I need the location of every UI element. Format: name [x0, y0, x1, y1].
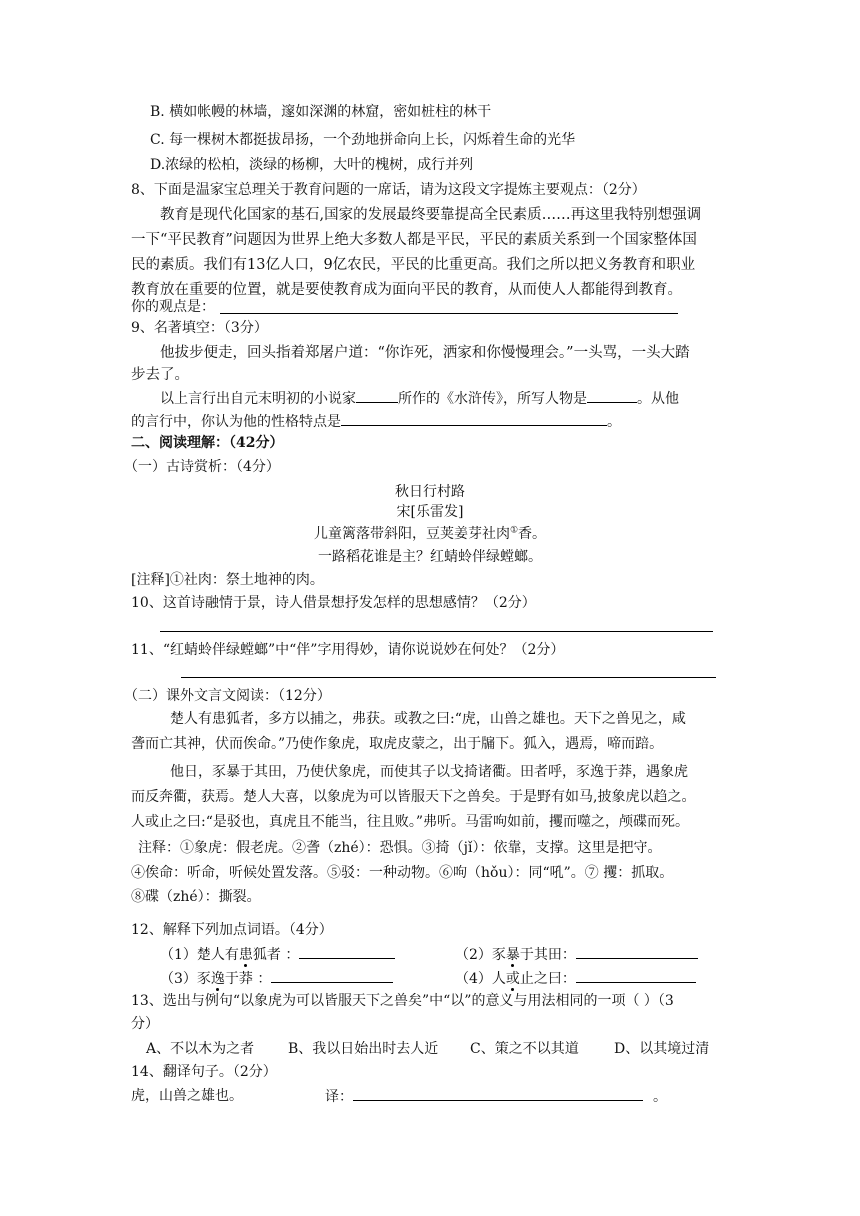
classical-text-line-1: 楚人有患狐者，多方以捕之，弗获。或教之曰:“虎，山兽之雄也。天下之兽见之，咸 — [170, 711, 686, 727]
q13-option-d[interactable]: D、以其境过清 — [614, 1041, 710, 1057]
classical-notes-line-2: ④俟命：听命，听候处置发落。⑤驳：一种动物。⑥呴（hǒu）：同“吼”。⑦ 攫：抓取。 — [131, 865, 674, 881]
q14-translate-line — [325, 1086, 667, 1107]
poem-author: 宋[乐雷发] — [396, 504, 464, 520]
q12-item-1-a: （1）楚人有 — [160, 947, 239, 963]
q13-option-a[interactable]: A、不以木为之者 — [146, 1041, 255, 1057]
q10-question: 10、这首诗融情于景，诗人借景想抒发怎样的思想感情？（2分） — [131, 595, 536, 611]
classical-text-line-4: 而反奔衢，获焉。楚人大喜，以象虎为可以皆服天下之兽矣。于是野有如马,披象虎以趋之。 — [131, 789, 696, 805]
poem-title: 秋日行村路 — [395, 484, 465, 500]
q7-option-b: B. 横如帐幔的林墙，邃如深渊的林窟，密如桩柱的林干 — [150, 104, 492, 120]
q12-item-2 — [455, 944, 698, 965]
q12-item-3-b: 于莽 ： — [224, 971, 272, 987]
q11-answer-line[interactable] — [181, 677, 716, 678]
q9-blank-traits[interactable] — [341, 411, 607, 426]
q8-passage-line-2: 一下“平民教育”问题因为世界上绝大多数人都是平民，平民的素质关系到一个国家整体国 — [131, 232, 697, 248]
classical-text-line-5: 人或止之曰:“是驳也，真虎且不能当，往且败。”弗听。马雷呴如前，攫而噬之，颅碟而死。 — [131, 814, 690, 830]
q13-question-cont: 分） — [131, 1016, 159, 1032]
q13-option-b[interactable]: B、我以日始出时去人近 — [288, 1041, 439, 1057]
q8-passage-line-3: 民的素质。我们有13亿人口，9亿农民，平民的比重更高。我们之所以把义务教育和职业 — [131, 257, 696, 273]
q12-item-4-a: （4）人 — [455, 971, 506, 987]
classical-part-title: （二）课外文言文阅读：（12分） — [124, 688, 331, 704]
q9-fill-line-2 — [131, 411, 621, 432]
q9-blank-character[interactable] — [587, 388, 637, 403]
q9-quote-line-1: 他拔步便走，回头指着郑屠户道：“你诈死，洒家和你慢慢理会。”一头骂，一头大踏 — [160, 345, 690, 361]
q12-item-4 — [455, 968, 696, 989]
q12-item-2-dot-word: 暴 — [505, 947, 520, 963]
section2-title: 二、阅读理解：（42分） — [131, 435, 284, 451]
classical-notes-line-3: ⑧碟（zhé）：撕裂。 — [131, 889, 261, 905]
q8-answer-label: 你的观点是： — [131, 299, 215, 315]
q12-item-3 — [160, 968, 393, 989]
q9-fill-text-c: 。从他 — [637, 391, 679, 407]
q9-question: 9、名著填空：（3分） — [131, 320, 268, 336]
q14-question: 14、翻译句子。（2分） — [131, 1064, 277, 1080]
q9-fill-line-1 — [160, 388, 679, 409]
q7-option-d: D.浓绿的松柏，淡绿的杨柳，大叶的槐树，成行并列 — [150, 157, 474, 173]
classical-text-line-2: 詟而亡其神，伏而俟命。”乃使作象虎，取虎皮蒙之，出于牖下。狐入，遇焉，啼而踣。 — [131, 736, 664, 752]
q8-passage-line-4: 教育放在重要的位置，就是要使教育成为面向平民的教育，从而使人人都能得到教育。 — [131, 282, 682, 298]
q12-item-4-dot-word: 或 — [505, 971, 520, 987]
q12-item-3-blank[interactable] — [271, 968, 393, 983]
q10-answer-line[interactable] — [160, 631, 713, 632]
q13-option-c[interactable]: C、策之不以其道 — [470, 1041, 579, 1057]
poem-line-2: 一路稻花谁是主？红蜻蛉伴绿螳螂。 — [318, 549, 542, 565]
q8-answer-line[interactable] — [220, 313, 678, 314]
q14-translate-blank[interactable] — [353, 1086, 643, 1101]
q13-question: 13、选出与例句“以象虎为可以皆服天下之兽矣”中“以”的意义与用法相同的一项（ ）（3 — [131, 993, 674, 1009]
q12-question: 12、解释下列加点词语。（4分） — [131, 922, 333, 938]
q11-question: 11、“红蜻蛉伴绿螳螂”中“伴”字用得妙，请你说说妙在何处？（2分） — [131, 642, 565, 658]
q9-blank-author[interactable] — [356, 388, 398, 403]
q8-passage-line-1: 教育是现代化国家的基石,国家的发展最终要靠提高全民素质……再这里我特别想强调 — [160, 207, 702, 223]
q12-item-2-blank[interactable] — [576, 944, 698, 959]
q12-item-3-a: （3）豕 — [160, 971, 211, 987]
q9-fill-text-b: 所作的《水浒传》，所写人物是 — [398, 391, 587, 407]
q12-item-4-b: 止之曰： — [519, 971, 576, 987]
q12-item-2-b: 于其田： — [519, 947, 576, 963]
q14-translate-label: 译： — [325, 1089, 353, 1105]
q12-item-1 — [160, 944, 395, 965]
poetry-part-title: （一）古诗赏析：（4分） — [124, 459, 280, 475]
poem-line-1-b: 香。 — [518, 526, 547, 542]
q12-item-4-blank[interactable] — [576, 968, 696, 983]
q12-item-1-dot-word: 患 — [238, 947, 253, 963]
classical-text-line-3: 他日，豕暴于其田，乃使伏象虎，而使其子以戈掎诸衢。田者呼，豕逸于莽，遇象虎 — [170, 764, 688, 780]
q9-quote-line-2: 步去了。 — [131, 367, 189, 383]
poem-annotation: [注释]①社肉：祭土地神的肉。 — [131, 572, 324, 588]
poem-line-1-a: 儿童篱落带斜阳，豆荚姜芽社肉 — [313, 526, 510, 542]
q14-sentence: 虎，山兽之雄也。 — [131, 1088, 243, 1104]
poem-line-1 — [0, 524, 860, 544]
q9-fill-text-e: 。 — [607, 414, 621, 430]
q14-translate-end: 。 — [653, 1089, 667, 1105]
q12-item-1-b: 狐者 ： — [252, 947, 300, 963]
q12-item-2-a: （2）豕 — [455, 947, 506, 963]
poem-note-mark: ① — [509, 525, 519, 536]
q7-option-c: C. 每一棵树木都挺拔昂扬，一个劲地拼命向上长，闪烁着生命的光华 — [150, 132, 576, 148]
q9-fill-text-d: 的言行中，你认为他的性格特点是 — [131, 414, 341, 430]
q12-item-1-blank[interactable] — [299, 944, 395, 959]
q9-fill-text-a: 以上言行出自元末明初的小说家 — [160, 391, 356, 407]
q8-question: 8、下面是温家宝总理关于教育问题的一席话，请为这段文字提炼主要观点：（2分） — [131, 182, 646, 198]
q12-item-3-dot-word: 逸 — [210, 971, 225, 987]
classical-notes-line-1: 注释：①象虎：假老虎。②詟（zhé）：恐惧。③掎（jǐ）：依靠，支撑。这里是把守。 — [138, 840, 662, 856]
